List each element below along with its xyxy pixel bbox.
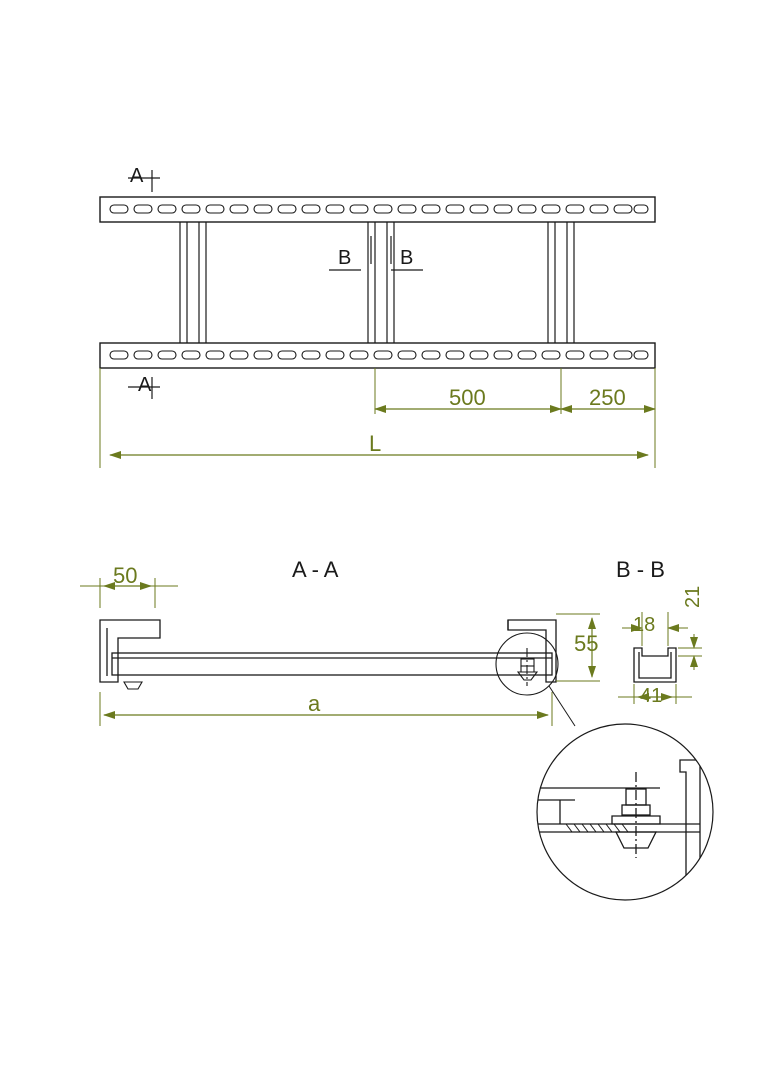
detail-view (520, 724, 713, 900)
section-mark-b-right-label: B (400, 247, 414, 269)
dimension-bracket-depth-label: 50 (113, 563, 138, 588)
dimension-profile-height-label: 55 (574, 631, 599, 656)
section-a-a (80, 578, 600, 726)
section-aa-title: A - A (292, 557, 339, 582)
dimension-profile-inner-width-label: 18 (633, 614, 656, 636)
dimension-end-spacing-label: 250 (589, 385, 626, 410)
dimension-profile-lip-height-label: 21 (682, 585, 704, 608)
section-mark-b-left-label: B (338, 247, 352, 269)
aa-dimension-lines (100, 578, 600, 726)
bb-profile (634, 648, 676, 682)
dimension-rung-spacing-label: 500 (449, 385, 486, 410)
section-mark-a-bottom-label: A (138, 374, 152, 396)
plan-rungs (180, 222, 574, 343)
plan-view (100, 170, 655, 468)
plan-lower-rail (100, 343, 655, 368)
section-mark-a-top-label: A (130, 165, 144, 187)
aa-left-washer (124, 682, 142, 689)
aa-bolt (518, 648, 537, 686)
section-bb-title: B - B (616, 557, 665, 582)
aa-detail-leader (549, 686, 575, 726)
aa-right-upright (508, 620, 556, 682)
plan-upper-rail (100, 197, 655, 222)
dimension-arm-length-label: a (308, 691, 321, 716)
dimension-profile-outer-width-label: 41 (640, 685, 663, 707)
aa-back-plate (100, 620, 160, 682)
dimension-overall-length-label: L (369, 431, 382, 456)
aa-arm (112, 653, 552, 675)
